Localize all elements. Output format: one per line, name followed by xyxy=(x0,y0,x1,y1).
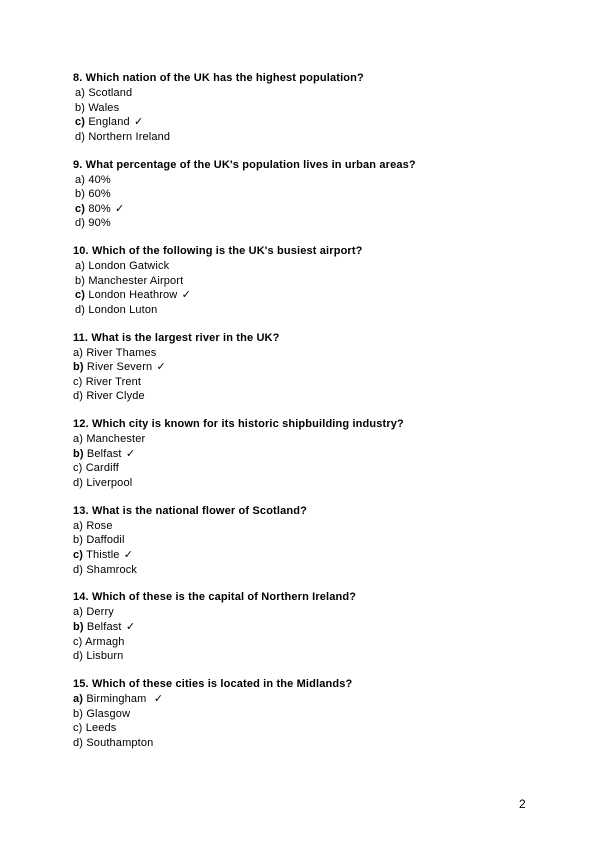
option-d xyxy=(73,563,553,578)
option-b xyxy=(73,187,553,202)
question-title: 12. Which city is known for its historic shipbuilding industry? xyxy=(73,418,404,431)
option-b xyxy=(73,707,553,722)
option-c xyxy=(73,375,553,390)
option-letter: b) xyxy=(73,707,84,720)
option-text: River Clyde xyxy=(86,390,145,403)
option-letter: b) xyxy=(73,447,84,460)
option-letter: d) xyxy=(75,130,86,143)
option-b-correct xyxy=(73,620,553,635)
option-d xyxy=(73,389,553,404)
option-letter: a) xyxy=(75,260,86,273)
option-c-correct xyxy=(73,288,553,303)
question-title: 11. What is the largest river in the UK? xyxy=(73,331,280,344)
option-letter: b) xyxy=(75,188,86,201)
option-text: Wales xyxy=(88,101,120,114)
option-letter: b) xyxy=(73,620,84,633)
option-a-correct xyxy=(73,692,553,707)
option-text: Birmingham xyxy=(86,692,147,705)
option-text: Daffodil xyxy=(86,534,125,547)
option-a xyxy=(73,346,553,361)
option-text: Manchester xyxy=(86,433,146,446)
option-letter: c) xyxy=(75,202,86,215)
option-letter: c) xyxy=(73,722,83,735)
option-letter: a) xyxy=(73,346,84,359)
option-letter: d) xyxy=(73,563,84,576)
option-a xyxy=(73,605,553,620)
option-letter: c) xyxy=(73,462,83,475)
question-15 xyxy=(73,677,553,750)
question-title: 15. Which of these cities is located in the Midlands? xyxy=(73,677,353,690)
option-letter: b) xyxy=(73,534,84,547)
option-letter: c) xyxy=(73,635,83,648)
option-c xyxy=(73,635,553,650)
question-8 xyxy=(73,71,553,144)
option-b xyxy=(73,274,553,289)
option-c xyxy=(73,721,553,736)
option-letter: d) xyxy=(73,477,84,490)
question-11 xyxy=(73,331,553,404)
option-a xyxy=(73,519,553,534)
option-d xyxy=(73,736,553,751)
option-letter: a) xyxy=(73,519,84,532)
option-b-correct xyxy=(73,360,553,375)
option-letter: d) xyxy=(75,217,86,230)
question-title: 14. Which of these is the capital of Northern Ireland? xyxy=(73,591,357,604)
option-letter: d) xyxy=(73,650,84,663)
check-mark-icon: ✓ xyxy=(153,692,164,705)
check-mark-icon: ✓ xyxy=(125,447,136,460)
option-text: London Heathrow xyxy=(88,289,178,302)
option-d xyxy=(73,216,553,231)
question-13 xyxy=(73,504,553,577)
option-a xyxy=(73,432,553,447)
option-c-correct xyxy=(73,202,553,217)
option-text: Thistle xyxy=(86,549,120,561)
option-letter: a) xyxy=(73,433,84,446)
question-9 xyxy=(73,158,553,231)
check-mark-icon: ✓ xyxy=(181,289,191,302)
option-letter: b) xyxy=(75,274,86,287)
question-title: 9. What percentage of the UK's population lives in urban areas? xyxy=(73,158,416,171)
option-text: London Gatwick xyxy=(88,260,170,273)
option-text: Cardiff xyxy=(85,462,119,475)
option-text: 90% xyxy=(88,217,111,230)
question-12 xyxy=(73,417,553,490)
option-a xyxy=(73,86,553,101)
check-mark-icon: ✓ xyxy=(115,202,125,215)
option-a xyxy=(73,173,553,188)
option-letter: c) xyxy=(73,549,84,561)
option-text: Derry xyxy=(86,606,114,619)
option-letter: a) xyxy=(73,692,84,705)
option-text: 80% xyxy=(88,202,111,215)
option-text: London Luton xyxy=(88,303,158,316)
option-letter: c) xyxy=(75,116,86,129)
option-letter: d) xyxy=(73,390,84,403)
quiz-content xyxy=(73,71,553,764)
option-b-correct xyxy=(73,447,553,462)
option-letter: a) xyxy=(73,606,84,619)
check-mark-icon: ✓ xyxy=(123,549,134,561)
option-text: River Severn xyxy=(86,361,153,374)
option-c xyxy=(73,461,553,476)
option-text: Belfast xyxy=(86,620,122,633)
option-d xyxy=(73,649,553,664)
option-b xyxy=(73,533,553,548)
check-mark-icon: ✓ xyxy=(156,361,166,374)
option-letter: c) xyxy=(73,375,83,388)
question-title: 10. Which of the following is the UK's busiest airport? xyxy=(73,245,363,258)
option-text: 60% xyxy=(88,188,111,201)
check-mark-icon: ✓ xyxy=(125,620,136,633)
option-letter: a) xyxy=(75,173,86,186)
option-text: Liverpool xyxy=(86,477,133,490)
option-text: Northern Ireland xyxy=(88,130,171,143)
question-14 xyxy=(73,590,553,663)
option-c-correct xyxy=(73,548,553,563)
question-10 xyxy=(73,244,553,317)
option-letter: c) xyxy=(75,289,86,302)
option-letter: b) xyxy=(73,361,84,374)
option-text: Leeds xyxy=(85,722,117,735)
option-text: Rose xyxy=(86,519,113,532)
option-text: Armagh xyxy=(85,635,125,648)
option-a xyxy=(73,259,553,274)
option-text: Belfast xyxy=(86,447,122,460)
question-title: 13. What is the national flower of Scotland? xyxy=(73,504,307,517)
option-text: Glasgow xyxy=(86,707,131,720)
option-text: Manchester Airport xyxy=(88,274,184,287)
option-text: 40% xyxy=(88,173,111,186)
option-letter: a) xyxy=(75,87,86,99)
option-text: River Trent xyxy=(85,375,142,388)
option-d xyxy=(73,130,553,145)
question-title: 8. Which nation of the UK has the highest population? xyxy=(73,72,364,84)
option-letter: d) xyxy=(73,736,84,749)
option-text: Southampton xyxy=(86,736,154,749)
option-letter: b) xyxy=(75,101,86,114)
option-text: Lisburn xyxy=(86,650,124,663)
option-c-correct xyxy=(73,115,553,130)
option-text: Shamrock xyxy=(86,563,138,576)
option-text: River Thames xyxy=(86,346,157,359)
option-letter: d) xyxy=(75,303,86,316)
option-d xyxy=(73,476,553,491)
page-number: 2 xyxy=(519,797,526,811)
option-text: Scotland xyxy=(88,87,133,99)
option-b xyxy=(73,101,553,116)
option-text: England xyxy=(88,116,130,129)
option-d xyxy=(73,303,553,318)
check-mark-icon: ✓ xyxy=(133,116,144,129)
